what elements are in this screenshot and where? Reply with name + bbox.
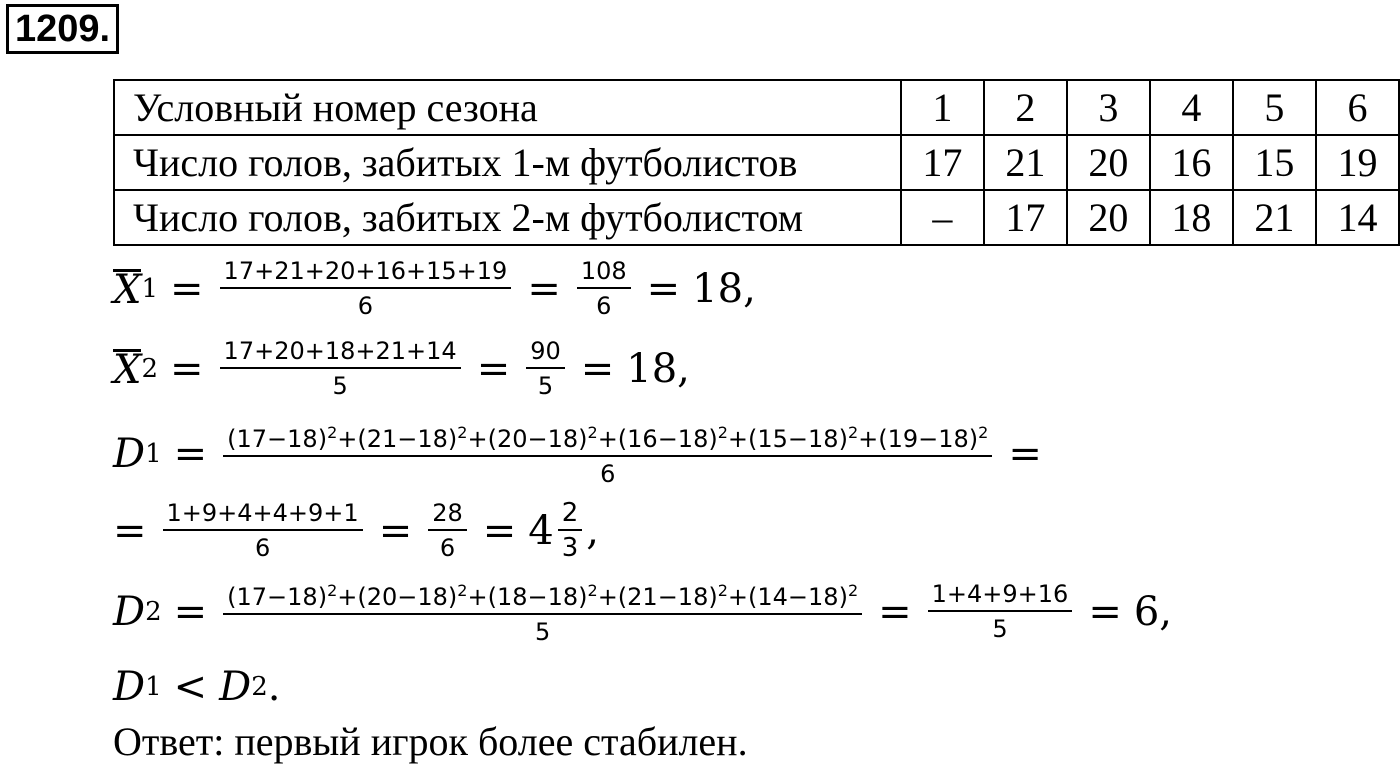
d1-term: (17−18) — [227, 425, 328, 453]
d1-term: (19−18) — [878, 425, 979, 453]
table-row — [114, 190, 1399, 245]
table-cell: 4 — [1150, 80, 1233, 135]
table-cell: 18 — [1150, 190, 1233, 245]
d1-fden: 3 — [561, 533, 579, 563]
x1-frac2 — [577, 258, 631, 319]
d1-tail: , — [586, 507, 599, 554]
d2-term: (21−18) — [617, 583, 718, 611]
cmp-op: < — [173, 664, 208, 710]
x2-frac — [220, 338, 461, 399]
d1-term: (21−18) — [357, 425, 458, 453]
d2-num2: 1+4+9+16 — [928, 581, 1073, 612]
row-header: Условный номер сезона — [114, 80, 901, 135]
table-row — [114, 135, 1399, 190]
table-cell: 21 — [984, 135, 1067, 190]
d2-den2: 5 — [992, 615, 1008, 643]
answer-text: Ответ: первый игрок более стабилен. — [113, 719, 748, 764]
table-row — [114, 80, 1399, 135]
d1-frac — [223, 420, 992, 487]
problem-number: 1209. — [6, 4, 119, 54]
x2-num2: 90 — [526, 338, 565, 369]
table-cell: 17 — [984, 190, 1067, 245]
d2-formula: D 2 = $\frac{(17-18)^2+(20-18)^2+(18-18)^2+(21-18)^2+(14-18)^2}{5}$ = $\frac{1+4+9+16}{5}$ = 6, — [113, 580, 1173, 646]
comparison — [113, 664, 280, 710]
x2-den: 5 — [332, 372, 348, 400]
d1-term: (20−18) — [487, 425, 588, 453]
d1-den: 6 — [600, 460, 616, 488]
x2-num: 17+20+18+21+14 — [220, 338, 461, 369]
row-header: Число голов, забитых 1-м футболистов — [114, 135, 901, 190]
d1-whole: 4 — [528, 507, 554, 554]
x1-num: 17+21+20+16+15+19 — [220, 258, 512, 289]
data-table — [113, 79, 1400, 246]
x2-frac2 — [526, 338, 565, 399]
d2-frac — [223, 578, 862, 645]
x2-sub: 2 — [141, 353, 159, 384]
d1-term: (16−18) — [617, 425, 718, 453]
table-cell: 20 — [1067, 135, 1150, 190]
d2-den: 5 — [534, 618, 551, 646]
table-cell: 16 — [1150, 135, 1233, 190]
d2-sub: 2 — [145, 596, 162, 627]
d1-fnum: 2 — [558, 500, 583, 531]
d2-term: (18−18) — [487, 583, 588, 611]
cmp-right-sub: 2 — [251, 672, 268, 702]
table-cell: – — [901, 190, 984, 245]
x2-result: 18, — [626, 345, 690, 392]
d2-num: $(17-18)^2+(20-18)^2+(18-18)^2+(21-18)^2+(14-18)^2$ — [223, 578, 862, 615]
x2-var: X — [113, 347, 142, 393]
d1-cont-num: 1+9+4+4+9+1 — [163, 500, 363, 531]
d1-num2: 28 — [428, 500, 467, 531]
table-cell: 6 — [1316, 80, 1399, 135]
d1-sub: 1 — [145, 438, 162, 469]
d2-result: 6, — [1133, 588, 1173, 635]
table-cell: 15 — [1233, 135, 1316, 190]
d1-continuation: = $\frac{1+9+4+4+9+1}{6}$ = $\frac{28}{6}$ = 4 $\frac{2}{3}$ , — [113, 498, 599, 563]
x2-formula: X 2 = $\frac{17+20+18+21+14}{5}$ = $\frac{90}{5}$ = 18, — [113, 337, 690, 400]
d1-mixed-frac — [558, 500, 583, 561]
cmp-right-var: D — [219, 664, 252, 710]
table-cell: 2 — [984, 80, 1067, 135]
x1-den: 6 — [357, 292, 374, 320]
table-cell: 1 — [901, 80, 984, 135]
x2-den2: 5 — [537, 372, 554, 400]
d2-term: (20−18) — [357, 583, 458, 611]
d1-var: D — [113, 430, 146, 477]
d2-var: D — [113, 588, 146, 635]
table-cell: 3 — [1067, 80, 1150, 135]
table-cell: 19 — [1316, 135, 1399, 190]
x1-den2: 6 — [596, 292, 612, 320]
x1-result: 18, — [692, 265, 756, 312]
x1-var: X — [113, 267, 142, 313]
d1-cont-den: 6 — [254, 534, 271, 562]
d1-term: (15−18) — [748, 425, 848, 453]
table-cell: 17 — [901, 135, 984, 190]
x1-formula: X 1 = $\frac{17+21+20+16+15+19}{6}$ = $\frac{108}{6}$ = 18, — [113, 257, 756, 320]
d1-cont-frac — [163, 500, 363, 561]
d1-den2: 6 — [439, 534, 456, 562]
x1-num2: 108 — [577, 258, 631, 289]
table-cell: 14 — [1316, 190, 1399, 245]
table-cell: 21 — [1233, 190, 1316, 245]
table-cell: 5 — [1233, 80, 1316, 135]
d1-formula: D 1 = $\frac{(17-18)^2+(21-18)^2+(20-18)^2+(16-18)^2+(15-18)^2+(19-18)^2}{6}$ = — [113, 420, 1054, 487]
d2-term: (17−18) — [227, 583, 328, 611]
cmp-left-sub: 1 — [145, 672, 162, 702]
row-header: Число голов, забитых 2-м футболистом — [114, 190, 901, 245]
d2-term: (14−18) — [748, 583, 848, 611]
cmp-left-var: D — [113, 664, 146, 710]
d1-num: $(17-18)^2+(21-18)^2+(20-18)^2+(16-18)^2+(15-18)^2+(19-18)^2$ — [223, 420, 992, 457]
d1-frac2 — [428, 500, 467, 561]
x1-frac — [220, 258, 512, 319]
d2-frac2 — [928, 581, 1073, 642]
cmp-tail: . — [267, 664, 281, 710]
x1-sub: 1 — [141, 273, 159, 304]
table-cell: 20 — [1067, 190, 1150, 245]
